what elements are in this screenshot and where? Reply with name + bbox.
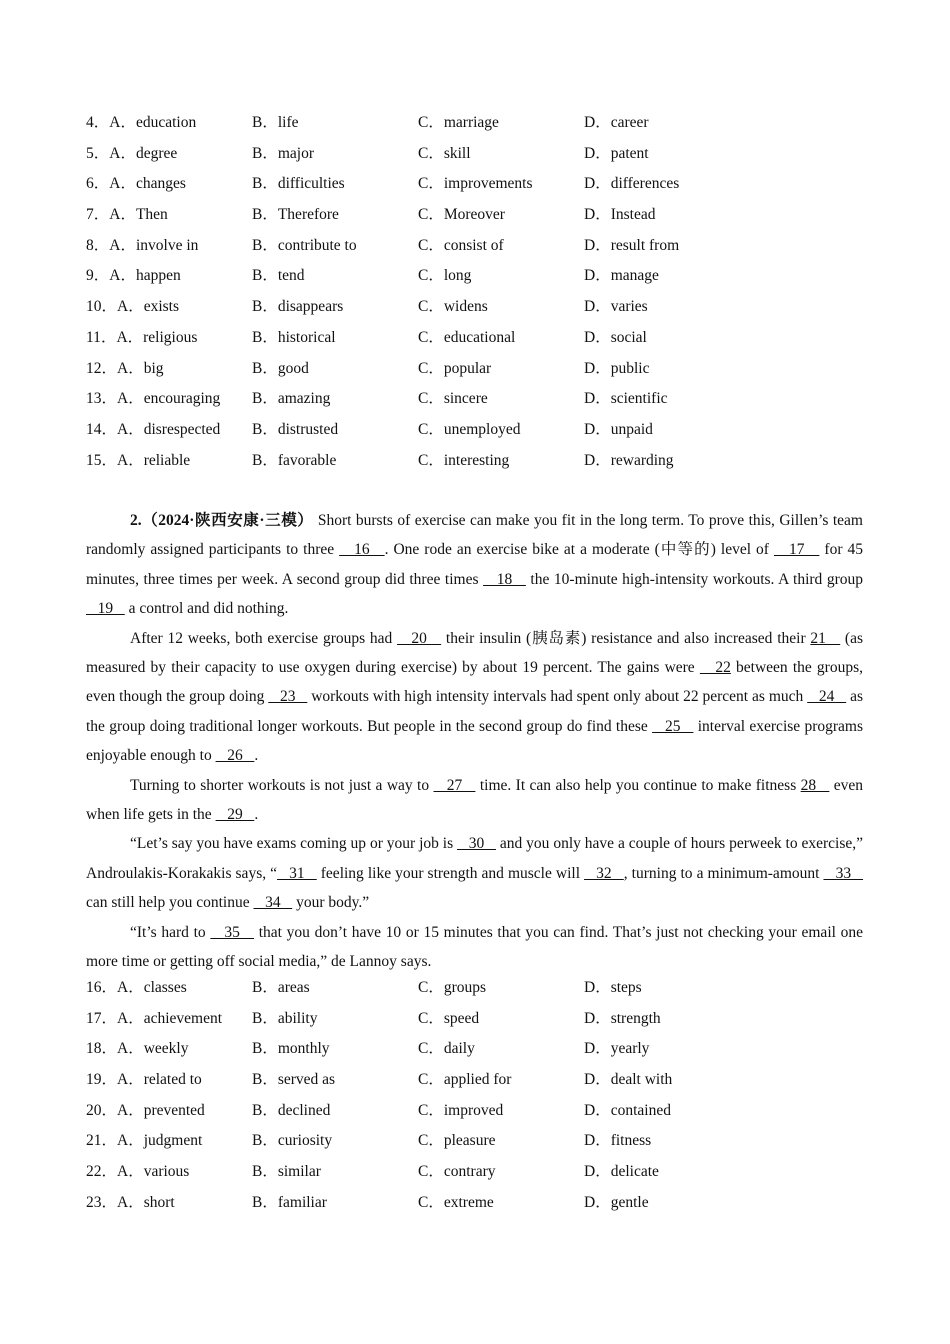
blank-27: 27 (433, 776, 476, 794)
option-b: B．tend (252, 267, 305, 285)
option-text: big (143, 359, 164, 377)
option-text: pleasure (443, 1132, 496, 1150)
option-text: happen (135, 267, 181, 285)
option-b: B．favorable (252, 451, 337, 469)
question-number: 7 (86, 206, 94, 224)
option-text: long (443, 267, 472, 285)
options-list-part2 (86, 973, 866, 1219)
option-a: 5．A．degree (86, 144, 178, 162)
option-text: changes (135, 175, 186, 193)
option-text: short (143, 1193, 175, 1211)
option-b: B．good (252, 359, 309, 377)
option-c: C．speed (418, 1009, 480, 1027)
question-number: 20 (86, 1101, 102, 1119)
question-number: 23 (86, 1193, 102, 1211)
blank-23: 23 (268, 688, 308, 706)
question-row (86, 231, 866, 262)
option-text: historical (277, 328, 336, 346)
blank-16: 16 (339, 541, 385, 559)
option-text: areas (277, 979, 310, 996)
option-text: public (610, 359, 650, 377)
option-text: widens (443, 298, 488, 316)
option-a: 17．A．achievement (86, 1009, 223, 1027)
option-d: D．strength (584, 1009, 661, 1027)
option-text: related to (143, 1071, 202, 1089)
option-d: D．contained (584, 1101, 671, 1119)
question-row (86, 1096, 866, 1127)
option-c: C．applied for (418, 1071, 512, 1089)
blank-17: 17 (773, 541, 820, 559)
option-text: similar (277, 1163, 321, 1181)
question-row (86, 108, 866, 139)
blank-26: 26 (215, 747, 255, 765)
option-c: C．pleasure (418, 1132, 496, 1150)
option-b: B．ability (252, 1009, 318, 1027)
option-text: degree (135, 144, 178, 162)
question-number: 9 (86, 267, 94, 285)
option-text: unpaid (610, 420, 653, 438)
option-a: 6．A．changes (86, 175, 186, 193)
question-row (86, 384, 866, 415)
option-text: declined (277, 1101, 331, 1119)
option-a: 9．A．happen (86, 267, 181, 285)
option-text: popular (443, 359, 492, 377)
option-text: extreme (443, 1193, 494, 1211)
option-text: daily (443, 1040, 475, 1058)
question-row (86, 446, 866, 477)
question-number: 18 (86, 1040, 102, 1058)
option-text: steps (610, 979, 642, 996)
option-a: 16．A．classes (86, 979, 187, 996)
question-number: 11 (86, 328, 101, 346)
option-text: contribute to (277, 236, 357, 254)
option-c: C．Moreover (418, 206, 505, 224)
blank-31: 31 (277, 864, 317, 882)
question-row (86, 1126, 866, 1157)
question-number: 12 (86, 359, 102, 377)
option-a: 21．A．judgment (86, 1132, 203, 1150)
blank-19: 19 (86, 600, 125, 618)
option-c: C．daily (418, 1040, 475, 1058)
option-b: B．declined (252, 1101, 331, 1119)
option-text: varies (610, 298, 648, 316)
option-text: difficulties (277, 175, 345, 193)
option-text: gentle (610, 1193, 649, 1211)
option-a: 7．A．Then (86, 206, 168, 224)
option-text: exists (143, 298, 180, 316)
option-text: fitness (610, 1132, 652, 1150)
option-a: 11．A．religious (86, 328, 198, 346)
option-text: improvements (443, 175, 533, 193)
option-c: C．improvements (418, 175, 533, 193)
option-text: weekly (143, 1040, 189, 1058)
question-number: 17 (86, 1009, 102, 1027)
option-text: amazing (277, 390, 331, 408)
option-d: D．delicate (584, 1163, 659, 1181)
option-d: D．rewarding (584, 451, 674, 469)
blank-18: 18 (483, 570, 526, 588)
question-number: 22 (86, 1163, 102, 1181)
option-text: scientific (610, 390, 668, 408)
question-number: 14 (86, 420, 102, 438)
option-text: sincere (443, 390, 488, 408)
option-c: C．widens (418, 298, 488, 316)
option-c: C．groups (418, 979, 487, 996)
question-number: 16 (86, 979, 102, 996)
question-source: 2.（2024·陕西安康·三模） (130, 512, 314, 529)
option-c: C．improved (418, 1101, 504, 1119)
option-text: judgment (143, 1132, 203, 1150)
option-b: B．curiosity (252, 1132, 333, 1150)
option-d: D．gentle (584, 1193, 649, 1211)
option-a: 8．A．involve in (86, 236, 199, 254)
option-text: classes (143, 979, 187, 996)
option-d: D．differences (584, 175, 680, 193)
option-text: disappears (277, 298, 344, 316)
option-text: patent (610, 144, 649, 162)
option-c: C．educational (418, 328, 516, 346)
blank-33: 33 (823, 864, 864, 882)
option-d: D．scientific (584, 390, 668, 408)
blank-34: 34 (253, 894, 293, 912)
option-c: C．unemployed (418, 420, 521, 438)
option-d: D．social (584, 328, 647, 346)
option-d: D．steps (584, 979, 642, 996)
option-a: 18．A．weekly (86, 1040, 189, 1058)
option-text: Then (135, 206, 168, 224)
option-text: familiar (277, 1193, 327, 1211)
question-row (86, 261, 866, 292)
blank-22: 22 (699, 659, 731, 677)
option-d: D．result from (584, 236, 680, 254)
option-b: B．historical (252, 328, 336, 346)
option-text: Therefore (277, 206, 339, 224)
question-row (86, 1034, 866, 1065)
question-number: 4 (86, 114, 94, 131)
option-a: 15．A．reliable (86, 451, 191, 469)
option-b: B．similar (252, 1163, 321, 1181)
option-text: major (277, 144, 314, 162)
option-d: D．career (584, 114, 649, 131)
option-b: B．difficulties (252, 175, 345, 193)
option-text: reliable (143, 451, 191, 469)
option-text: curiosity (277, 1132, 333, 1150)
option-text: prevented (143, 1101, 205, 1119)
option-text: various (143, 1163, 190, 1181)
question-row (86, 323, 866, 354)
question-row (86, 200, 866, 231)
passage-paragraph-2: After 12 weeks, both exercise groups had 20 their insulin (胰岛素) resistance and also increased their 21 (as measured by their capacity to use oxygen during exercise) by about 19 percent. The gains were 22 between the groups, even though the group doing 23 workouts with high intensity intervals had spent only about 22 percent as much 24 as the group doing traditional longer workouts. But people in the second group do find these 25 interval exercise programs enjoyable enough to 26 . (86, 629, 864, 765)
option-text: differences (610, 175, 680, 193)
option-d: D．unpaid (584, 420, 653, 438)
passage-paragraph-5: “It’s hard to 35 that you don’t have 10 or 15 minutes that you can find. That’s just not checking your email one more time or getting off social media,” de Lannoy says. (86, 923, 863, 971)
blank-32: 32 (584, 864, 624, 882)
option-a: 23．A．short (86, 1193, 175, 1211)
option-d: D．varies (584, 298, 648, 316)
option-text: interesting (443, 451, 510, 469)
option-b: B．life (252, 114, 299, 131)
option-text: delicate (610, 1163, 659, 1181)
option-b: B．distrusted (252, 420, 339, 438)
option-text: strength (610, 1009, 661, 1027)
option-d: D．patent (584, 144, 649, 162)
option-text: improved (443, 1101, 504, 1119)
option-a: 12．A．big (86, 359, 164, 377)
option-c: C．interesting (418, 451, 510, 469)
option-b: B．Therefore (252, 206, 339, 224)
question-number: 5 (86, 144, 94, 162)
option-c: C．popular (418, 359, 492, 377)
option-text: ability (277, 1009, 318, 1027)
option-text: favorable (277, 451, 337, 469)
blank-28: 28 (800, 776, 830, 794)
option-b: B．areas (252, 979, 310, 996)
options-list-part1 (86, 108, 866, 476)
option-c: C．marriage (418, 114, 499, 131)
question-row (86, 292, 866, 323)
option-b: B．disappears (252, 298, 344, 316)
option-d: D．Instead (584, 206, 656, 224)
option-a: 14．A．disrespected (86, 420, 221, 438)
option-c: C．long (418, 267, 472, 285)
option-text: good (277, 359, 309, 377)
option-c: C．consist of (418, 236, 504, 254)
option-text: social (610, 328, 647, 346)
option-d: D．dealt with (584, 1071, 673, 1089)
passage-paragraph-4: “Let’s say you have exams coming up or your job is 30 and you only have a couple of hours perweek to exercise,” Androulakis-Korakakis says, “ 31 feeling like your strength and muscle will 32 , turning to a minimum-amount 33 can still help you continue 34 your body.” (86, 835, 864, 912)
option-b: B．served as (252, 1071, 336, 1089)
option-a: 10．A．exists (86, 298, 180, 316)
blank-30: 30 (457, 835, 496, 853)
option-text: yearly (610, 1040, 650, 1058)
question-row (86, 169, 866, 200)
passage-paragraph-1: 2.（2024·陕西安康·三模） Short bursts of exercise can make you fit in the long term. To prove this, Gillen’s team randomly assigned participants to three 16 . One rode an exercise bike at a moderate (中等的) level of 17 for 45 minutes, three times per week. A second group did three times 18 the 10-minute high-intensity workouts. A third group 19 a control and did nothing. (86, 512, 864, 618)
question-number: 21 (86, 1132, 102, 1150)
option-text: disrespected (143, 420, 221, 438)
option-b: B．contribute to (252, 236, 357, 254)
blank-35: 35 (210, 923, 255, 941)
option-text: monthly (277, 1040, 330, 1058)
option-text: contrary (443, 1163, 496, 1181)
question-row (86, 973, 866, 1004)
option-text: speed (443, 1009, 480, 1027)
option-text: applied for (443, 1071, 512, 1089)
option-text: manage (610, 267, 659, 285)
question-number: 6 (86, 175, 94, 193)
blank-24: 24 (807, 688, 847, 706)
option-text: tend (277, 267, 305, 285)
question-row (86, 139, 866, 170)
question-row (86, 1065, 866, 1096)
question-row (86, 1188, 866, 1219)
option-text: skill (443, 144, 471, 162)
option-text: Moreover (443, 206, 505, 224)
cloze-passage (86, 506, 863, 977)
option-b: B．familiar (252, 1193, 327, 1211)
option-b: B．amazing (252, 390, 331, 408)
question-row (86, 354, 866, 385)
option-text: dealt with (610, 1071, 673, 1089)
question-row (86, 1004, 866, 1035)
option-text: Instead (610, 206, 656, 224)
option-c: C．sincere (418, 390, 488, 408)
option-text: distrusted (277, 420, 339, 438)
option-d: D．fitness (584, 1132, 652, 1150)
option-d: D．public (584, 359, 650, 377)
option-text: groups (443, 979, 487, 996)
blank-20: 20 (397, 629, 442, 647)
option-text: educational (443, 328, 516, 346)
option-text: marriage (443, 114, 499, 131)
question-number: 13 (86, 390, 102, 408)
option-a: 22．A．various (86, 1163, 190, 1181)
option-d: D．yearly (584, 1040, 650, 1058)
option-a: 19．A．related to (86, 1071, 202, 1089)
blank-29: 29 (215, 806, 255, 824)
option-text: unemployed (443, 420, 521, 438)
option-text: rewarding (610, 451, 674, 469)
option-text: involve in (135, 236, 199, 254)
option-text: career (610, 114, 649, 131)
option-c: C．extreme (418, 1193, 494, 1211)
question-row (86, 415, 866, 446)
option-text: religious (143, 328, 198, 346)
option-c: C．contrary (418, 1163, 496, 1181)
question-row (86, 1157, 866, 1188)
option-b: B．monthly (252, 1040, 330, 1058)
option-text: consist of (443, 236, 504, 254)
option-a: 20．A．prevented (86, 1101, 205, 1119)
option-text: life (277, 114, 299, 131)
option-text: served as (277, 1071, 336, 1089)
option-text: education (135, 114, 197, 131)
option-text: result from (610, 236, 680, 254)
option-text: contained (610, 1101, 671, 1119)
question-number: 15 (86, 451, 102, 469)
blank-25: 25 (652, 717, 694, 735)
option-text: achievement (143, 1009, 223, 1027)
option-b: B．major (252, 144, 314, 162)
option-c: C．skill (418, 144, 471, 162)
question-number: 10 (86, 298, 102, 316)
option-d: D．manage (584, 267, 659, 285)
question-number: 8 (86, 236, 94, 254)
blank-21: 21 (810, 629, 841, 647)
option-a: 4．A．education (86, 114, 197, 131)
option-a: 13．A．encouraging (86, 390, 221, 408)
option-text: encouraging (143, 390, 221, 408)
question-number: 19 (86, 1071, 102, 1089)
passage-paragraph-3: Turning to shorter workouts is not just a way to 27 time. It can also help you continue to make fitness 28 even when life gets in the 29 . (86, 776, 864, 824)
